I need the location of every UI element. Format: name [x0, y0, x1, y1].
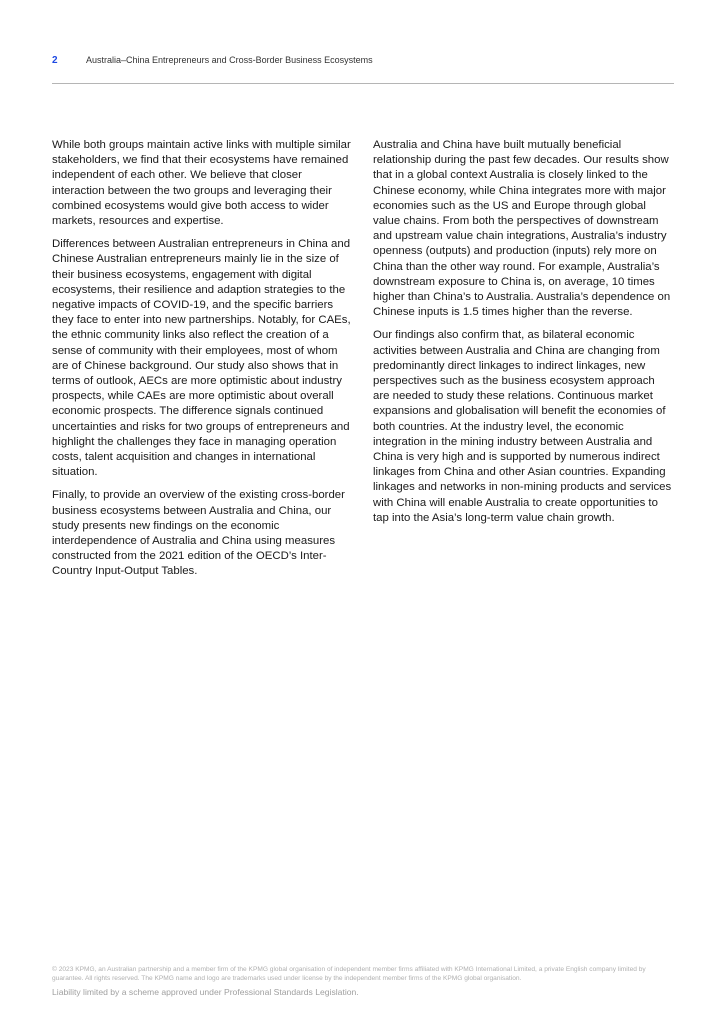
left-paragraph-1: While both groups maintain active links with multiple similar stakeholders, we find that their ecosystems have remained independent of each other. We believe that closer interaction between the two groups and leveraging their combined ecosystems would give both access to wider markets, resources and expertise. [52, 139, 351, 228]
right-paragraph-2: Our findings also confirm that, as bilateral economic activities between Australia and China are changing from predominantly direct linkages to indirect linkages, new perspectives such as the business ecosystem approach are needed to study these relations. Continuous market expansions and globalisation will benefit the economies of both countries. At the industry level, the economic integration in the mining industry between Australia and China is very high and is supported by numerous indirect linkages from China and other Asian countries. Expanding linkages and networks in non-mining products and services with China will enable Australia to create opportunities to tap into the Asia’s long-term value chain growth. [373, 329, 672, 524]
running-title: Australia–China Entrepreneurs and Cross-Border Business Ecosystems [86, 55, 373, 65]
right-paragraph-1: Australia and China have built mutually beneficial relationship during the past few decades. Our results show that in a global context Australia is closely linked to the Chinese economy, while China integrates more with major economies such as the US and Europe through global value chains. From both the perspectives of downstream and upstream value chain integrations, Australia’s industry openness (outputs) and production (inputs) rely more on China than the other way round. For example, Australia’s downstream exposure to China is, on average, 10 times higher than China’s to Australia. Australia’s dependence on Chinese inputs is 1.5 times higher than the reverse. [373, 139, 671, 319]
liability-notice: Liability limited by a scheme approved under Professional Standards Legislation. [52, 987, 359, 998]
left-paragraph-2: Differences between Australian entrepreneurs in China and Chinese Australian entrepreneurs mainly lie in the size of their business ecosystems, engagement with digital ecosystems, their resilience and adaption strategies to the negative impacts of COVID-19, and the specific barriers they face to enter into new partnerships. Notably, for CAEs, the ethnic community links also reflect the creation of a sense of community with their employees, most of whom are of Chinese background. Our study also shows that in terms of outlook, AECs are more optimistic about industry prospects, while CAEs are more optimistic about overall economic prospects. The difference signals continued uncertainties and risks for two groups of entrepreneurs and highlight the challenges they face in managing operation costs, talent acquisition and changes in international situation. [52, 238, 351, 479]
page-number: 2 [52, 55, 58, 66]
header-divider [52, 83, 674, 84]
copyright-notice: © 2023 KPMG, an Australian partnership and a member firm of the KPMG global organisation of independent member firms affiliated with KPMG International Limited, a private English company limited by guarantee. All rights reserved. The KPMG name and logo are trademarks used under license by the independent member firms of the KPMG global organisation. [52, 966, 646, 982]
page-footer [52, 966, 674, 998]
left-column [52, 138, 352, 588]
right-column [373, 138, 673, 534]
page-header [52, 53, 674, 68]
left-paragraph-3: Finally, to provide an overview of the existing cross-border business ecosystems between Australia and China, our study presents new findings on the economic interdependence of Australia and China using measures constructed from the 2021 edition of the OECD’s Inter-Country Input-Output Tables. [52, 489, 345, 578]
